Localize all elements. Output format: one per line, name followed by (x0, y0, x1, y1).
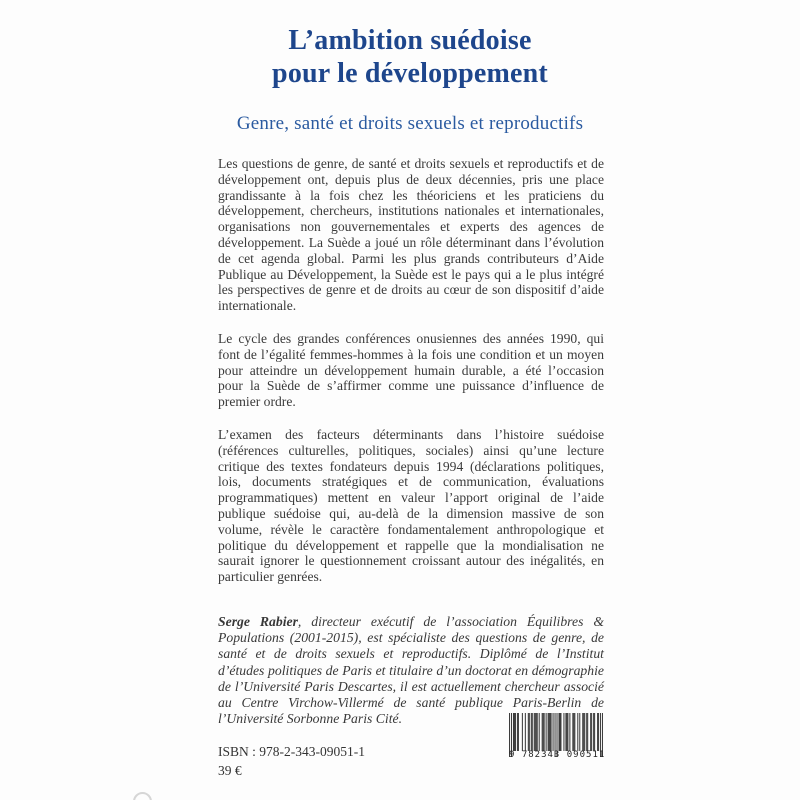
back-cover-blurb (218, 156, 604, 727)
header (20, 24, 800, 135)
isbn-label: ISBN : 978-2-343-09051-1 (218, 744, 365, 759)
barcode (509, 713, 605, 760)
author-bio-text: , directeur exécutif de l’association Équilibres & Populations (2001-2015), est spécialiste des questions de genre, de santé et de droits sexuels et reproductifs. Diplômé de l’Institut d’études politiques de Paris et titulaire d’un doctorat en démographie de l’Université Paris Descartes, il est actuellement chercheur associé au Centre Virchow-Villermé de santé publique Paris-Berlin de l’Université Sorbonne Paris Cité. (218, 613, 604, 727)
isbn-block (218, 742, 365, 780)
blurb-paragraph-2: Le cycle des grandes conférences onusiennes des années 1990, qui font de l’égalité femmes-hommes à la fois une condition et un moyen pour atteindre un développement humain durable, a été l’occasion pour la Suède de s’affirmer comme une puissance d’influence de premier ordre. (218, 330, 604, 410)
barcode-digits: 9 782343 090511 (509, 750, 606, 760)
blurb-paragraph-1: Les questions de genre, de santé et droits sexuels et reproductifs et de développement ont, depuis plus de deux décennies, pris une place grandissante à la fois chez les théoriciens et les praticiens du développement, chercheurs, institutions nationales et internationales, organisations non gouvernementales et experts des agences de développement. La Suède a joué un rôle déterminant dans l’évolution de cet agenda global. Parmi les plus grands contributeurs d’Aide Publique au Développement, la Suède est le pays qui a le plus intégré les perspectives de genre et de droits au cœur de son dispositif d’aide internationale. (218, 156, 604, 314)
title-line-2: pour le développement (272, 58, 548, 89)
price-label: 39 € (218, 763, 242, 778)
blurb-paragraph-3: L’examen des facteurs déterminants dans l’histoire suédoise (références culturelles, politiques, sociales) ainsi qu’une lecture critique des textes fondateurs depuis 1994 (déclarations politiques, lois, documents stratégiques et de communication, évaluations programmatiques) mettent en valeur l’apport original de l’aide publique suédoise qui, au-delà de la dimension massive de son volume, révèle le caractère fondamentalement anthropologique et politique du développement et rappelle que la mondialisation ne saurait ignorer le questionnement croissant autour des inégalités, en particulier genrées. (218, 426, 604, 585)
book-title (20, 24, 800, 90)
author-name: Serge Rabier (218, 613, 298, 629)
author-bio (218, 614, 604, 727)
book-subtitle: Genre, santé et droits sexuels et reproductifs (236, 113, 584, 134)
publisher-logo-partial (133, 792, 152, 800)
title-line-1: L’ambition suédoise (288, 25, 532, 56)
